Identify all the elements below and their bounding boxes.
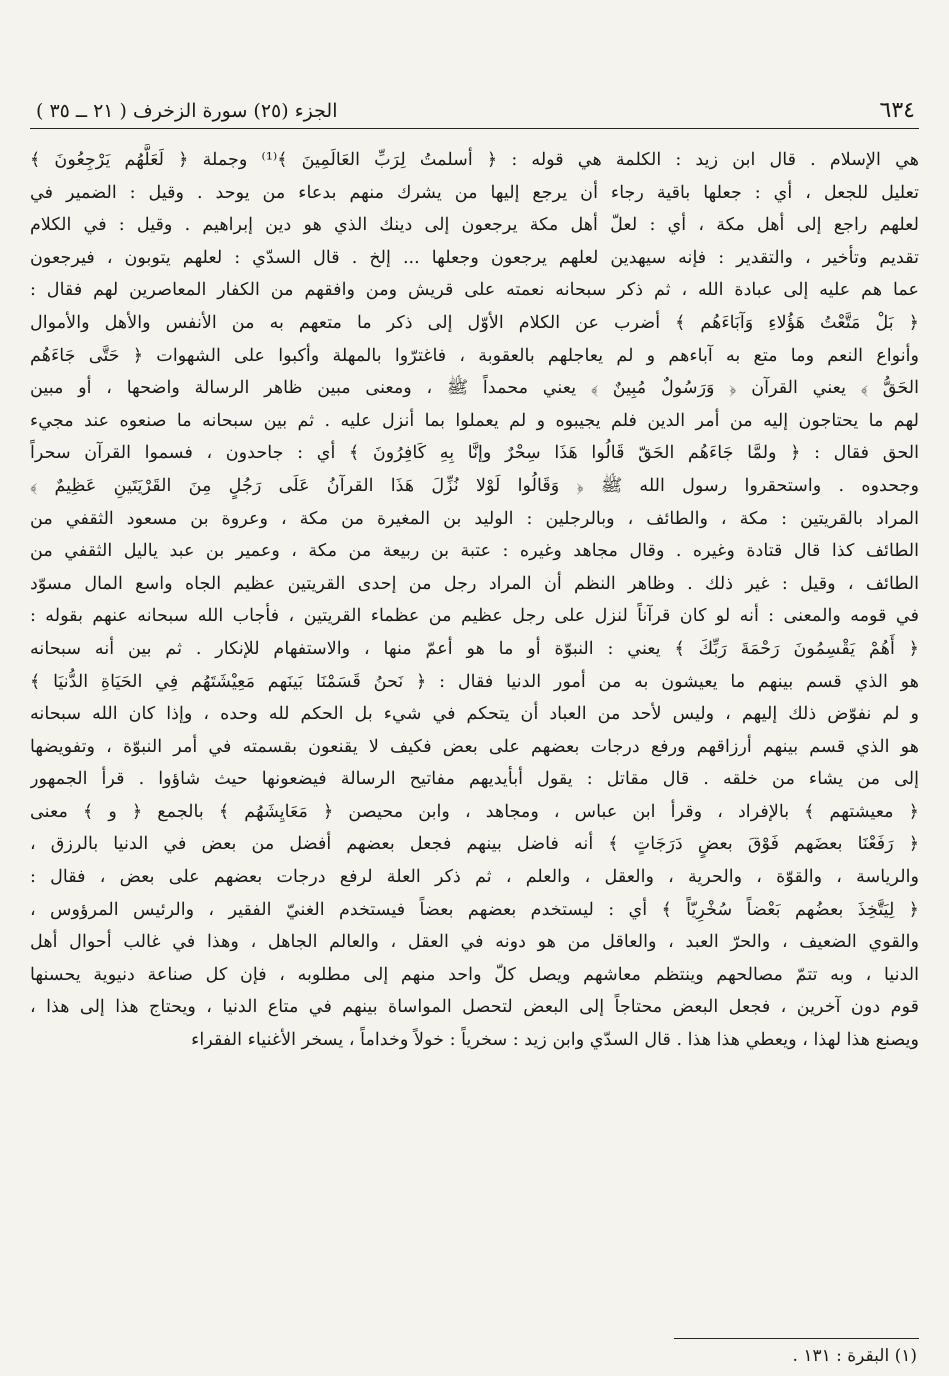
text-line: ﴿ بَلْ مَتَّعْتُ هَؤُلاءِ وَآبَاءَهُم ﴾ أضرب عن الكلام الأوّل إلى ذكر ما متعهم به من الأنفس والأهل والأموال <box>30 312 919 333</box>
text-line: قوم دون آخرين ، فجعل البعض محتاجاً إلى البعض لتحصل المواساة بينهم في متاع الدنيا ، ويحتاج هذا إلى هذا ، <box>30 997 919 1018</box>
body-text <box>30 144 919 1057</box>
text-line: الطائف كذا قال قتادة وغيره . وقال مجاهد وغيره : عتبة بن ربيعة من مكة ، وعمير بن عبد ياليل الثقفي من <box>30 541 919 562</box>
text-line: الحَقُّ ﴾ يعني القرآن ﴿ وَرَسُولٌ مُبِينٌ ﴾ يعني محمداً ﷺ ، ومعنى مبين ظاهر الرسالة واضحها ، أو مبين <box>30 378 919 399</box>
text-line: هي الإسلام . قال ابن زيد : الكلمة هي قوله : ﴿ أسلمتُ لِرَبِّ العَالَمِينَ ﴾⁽¹⁾ وجملة ﴿ لَعَلَّهُم يَرْجِعُونَ ﴾ <box>30 150 919 170</box>
text-line: و لم نفوّض ذلك إليهم ، وليس لأحد من العباد أن يتحكم في شيء بل الحكم لله وحده ، وإذا كان الله سبحانه <box>30 704 919 725</box>
footnote: (١) البقرة : ١٣١ . <box>792 1346 917 1366</box>
running-title: الجزء (٢٥) سورة الزخرف ( ٢١ ــ ٣٥ ) <box>36 100 338 122</box>
page-number: ٦٣٤ <box>879 98 915 123</box>
text-line: ﴿ معيشتهم ﴾ بالإفراد ، وقرأ ابن عباس ، ومجاهد ، وابن محيصن ﴿ مَعَايِشَهُم ﴾ بالجمع ﴿ و ﴾ معنى <box>30 801 919 822</box>
text-line: لعلهم راجع إلى أهل مكة ، أي : لعلّ أهل مكة يرجعون إلى دينك الذي هو دين إبراهيم . وقيل : في الكلام <box>30 215 919 236</box>
text-line: تعليل للجعل ، أي : جعلها باقية رجاء أن يرجع إليها من يشرك منهم بدعاء من يوحد . وقيل : الضمير في <box>30 182 919 203</box>
text-line: هو الذي قسم بينهم ما يعيشون به من أمور الدنيا فقال : ﴿ نَحنُ قَسَمْنَا بَينَهم مَعِيْشَتَهُم فِي الحَيَاةِ الدُّنيَا ﴾ <box>30 671 919 692</box>
text-line: تقديم وتأخير ، والتقدير : فإنه سيهدين لعلهم يرجعون وجعلها ... إلخ . قال السدّي : لعلهم يتوبون ، فيرجعون <box>30 247 919 268</box>
text-line: والرياسة ، والقوّة ، والحرية ، والعقل ، والعلم ، ثم ذكر العلة لرفع درجات بعضهم على بعض ، فقال : <box>30 867 919 888</box>
text-line: وجحدوه . واستحقروا رسول الله ﷺ ﴿ وَقَالُوا لَوْلا نُزِّلَ هَذَا القرآنُ عَلَى رَجُلٍ مِنَ القَرْيَتَينِ عَظِيمٌ ﴾ <box>30 475 919 496</box>
text-line: الطائف ، وقيل : غير ذلك . وظاهر النظم أن المراد رجل من إحدى القريتين عظيم الجاه واسع المال مسوّد <box>30 573 919 594</box>
text-line: هو الذي قسم بينهم أرزاقهم ورفع درجات بعضهم على بعض فكيف لا يقنعون بقسمته في أمر النبوّة ، وتفويضها <box>30 736 919 757</box>
text-line: إلى من يشاء من خلقه . قال مقاتل : يقول أبأيديهم مفاتيح الرسالة فيضعونها حيث شاؤوا . قرأ الجمهور <box>30 769 919 790</box>
text-line: ﴿ لِيَتَّخِذَ بعضُهم بَعْضاً سُخْرِيّاً ﴾ أي : ليستخدم بعضهم بعضاً فيستخدم الغنيّ الفقير ، والرئيس المرؤوس ، <box>30 899 919 920</box>
text-line: في قومه والمعنى : أنه لو كان قرآناً لنزل على رجل عظيم من عظماء القريتين ، فأجاب الله سبحانه عنهم بقوله : <box>30 606 919 627</box>
text-line: عما هم عليه إلى عبادة الله ، ثم ذكر سبحانه نعمته على قريش ومن وافقهم من الكفار المعاصرين لهم فقال : <box>30 280 919 301</box>
text-line: لهم ما يحتاجون إليه من أمر الدين فلم يجيبوه و لم يعملوا بما أنزل عليه . ثم بين سبحانه ما صنعوه عند مجيء <box>30 410 919 431</box>
text-line: الحق فقال : ﴿ ولمَّا جَاءَهُم الحَقّ قَالُوا هَذَا سِحْرٌ وإنَّا بِهِ كَافِرُونَ ﴾ أي : جاحدون ، فسموا القرآن سحراً <box>30 443 919 464</box>
text-line: وأنواع النعم وما متع به آباءهم و لم يعاجلهم بالعقوبة ، فاغترّوا بالمهلة وأكبوا على الشهوات ﴿ حَتَّى جَاءَهُم <box>30 345 919 366</box>
footnote-rule <box>674 1338 919 1339</box>
text-line: المراد بالقريتين : مكة ، والطائف ، وبالرجلين : الوليد بن المغيرة من مكة ، وعروة بن مسعود الثقفي من <box>30 508 919 529</box>
text-line: ﴿ أَهُمْ يَقْسِمُونَ رَحْمَةَ رَبِّكَ ﴾ يعني : النبوّة أو ما هو أعمّ منها ، والاستفهام للإنكار . ثم بين أنه سبحانه <box>30 638 919 659</box>
text-line: والقوي الضعيف ، والحرّ العبد ، والعاقل من هو دونه في العقل ، والعالم الجاهل ، وهذا في غالب أحوال أهل <box>30 932 919 953</box>
text-line: ويصنع هذا لهذا ، ويعطي هذا هذا . قال السدّي وابن زيد : سخرياً : خولاً وخداماً ، يسخر الأغنياء الفقراء <box>191 1030 919 1051</box>
page-header <box>30 84 919 129</box>
text-line: ﴿ رَفَعْنَا بعضَهم فَوْقَ بعضٍ دَرَجَاتٍ ﴾ أنه فاضل بينهم فجعل بعضهم أفضل من بعض في الدنيا بالرزق ، <box>30 834 919 855</box>
text-line: الدنيا ، وبه تتمّ مصالحهم وينتظم معاشهم ويصل كلّ واحد منهم إلى مطلوبه ، فإن كل صناعة دنيوية يحسنها <box>30 964 919 985</box>
